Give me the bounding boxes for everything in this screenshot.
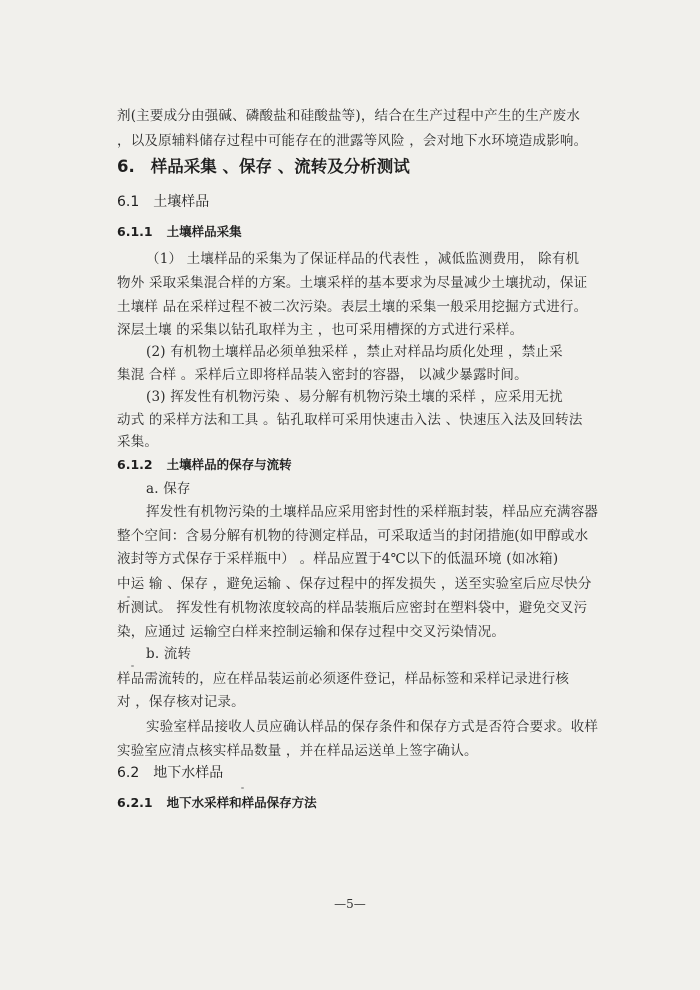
- section-title: 地下水采样和样品保存方法: [166, 795, 317, 810]
- scan-speck: [241, 787, 244, 789]
- p4-line-1: 挥发性有机物污染的土壤样品应采用密封性的采样瓶封装，样品应充满容器: [146, 504, 599, 520]
- p4-line-5: 析测试。 挥发性有机物浓度较高的样品装瓶后应密封在塑料袋中，避免交叉污: [117, 600, 588, 616]
- section-title: 地下水样品: [153, 765, 224, 781]
- section-number: 6.1.1: [117, 224, 153, 239]
- p5-line-1: 样品需流转的，应在样品装运前必须逐件登记，样品标签和采样记录进行核: [117, 671, 570, 687]
- p1-line-1: （1） 土壤样品的采集为了保证样品的代表性 ，减低监测费用， 除有机: [146, 251, 580, 267]
- p4-line-4: 中运 输 、保存 ，避免运输 、保存过程中的挥发损失 ，送至实验室后应尽快分: [117, 576, 592, 592]
- p4-line-2: 整个空间：含易分解有机物的待测定样品，可采取适当的封闭措施(如甲醇或水: [117, 528, 589, 544]
- section-title: 土壤样品: [153, 194, 210, 210]
- section-number: 6.1: [117, 194, 140, 210]
- section-number: 6.2: [117, 765, 140, 781]
- p4-line-6: 染，应通过 运输空白样来控制运输和保存过程中交叉污染情况。: [117, 624, 506, 640]
- p3-line-3: 采集。: [117, 434, 159, 450]
- scan-speck: [131, 665, 134, 667]
- section-heading-6-1-2: [117, 456, 292, 474]
- p2-line-1: (2) 有机物土壤样品必须单独采样 ，禁止对样品均质化处理 ，禁止采: [146, 344, 563, 360]
- page-number: —5—: [334, 897, 366, 911]
- p5-line-2: 对 ，保存核对记录。: [117, 694, 245, 710]
- section-heading-6-1: [117, 192, 209, 212]
- p3-line-1: (3) 挥发性有机物污染 、易分解有机物污染土壤的采样 ，应采用无扰: [146, 389, 563, 405]
- scan-speck: [127, 596, 130, 598]
- p1-line-2: 物外 采取采集混合样的方案。土壤采样的基本要求为尽量减少土壤扰动，保证: [117, 275, 588, 291]
- sub-heading-b: b. 流转: [146, 646, 192, 662]
- p1-line-4: 深层土壤 的采集以钻孔取样为主 ，也可采用槽探的方式进行采样。: [117, 322, 524, 338]
- p1-line-3: 土壤样 品在采样过程不被二次污染。表层土壤的采集一般采用挖掘方式进行。: [117, 299, 588, 315]
- section-title: 样品采集 、保存 、流转及分析测试: [150, 157, 410, 176]
- section-title: 土壤样品采集: [166, 224, 242, 239]
- section-number: 6.: [117, 157, 135, 176]
- p2-line-2: 集混 合样 。采样后立即将样品装入密封的容器， 以减少暴露时间。: [117, 367, 528, 383]
- p4-line-3: 液封等方式保存于采样瓶中） 。样品应置于4℃以下的低温环境 (如冰箱): [117, 551, 559, 567]
- section-number: 6.1.2: [117, 457, 153, 472]
- p6-line-1: 实验室样品接收人员应确认样品的保存条件和保存方式是否符合要求。收样: [146, 719, 599, 735]
- sub-heading-a: a. 保存: [146, 481, 191, 497]
- section-title: 土壤样品的保存与流转: [166, 457, 292, 472]
- section-heading-6-2-1: [117, 794, 317, 812]
- section-number: 6.2.1: [117, 795, 153, 810]
- p6-line-2: 实验室应清点核实样品数量 ，并在样品运送单上签字确认。: [117, 743, 478, 759]
- intro-line-1: 剂(主要成分由强碱、磷酸盐和硅酸盐等)，结合在生产过程中产生的生产废水: [117, 108, 581, 124]
- intro-line-2: ，以及原辅料储存过程中可能存在的泄露等风险 ，会对地下水环境造成影响。: [117, 133, 588, 149]
- section-heading-6-2: [117, 763, 223, 783]
- section-heading-6: [117, 156, 410, 178]
- section-heading-6-1-1: [117, 223, 242, 241]
- p3-line-2: 动式 的采样方法和工具 。钻孔取样可采用快速击入法 、快速压入法及回转法: [117, 412, 583, 428]
